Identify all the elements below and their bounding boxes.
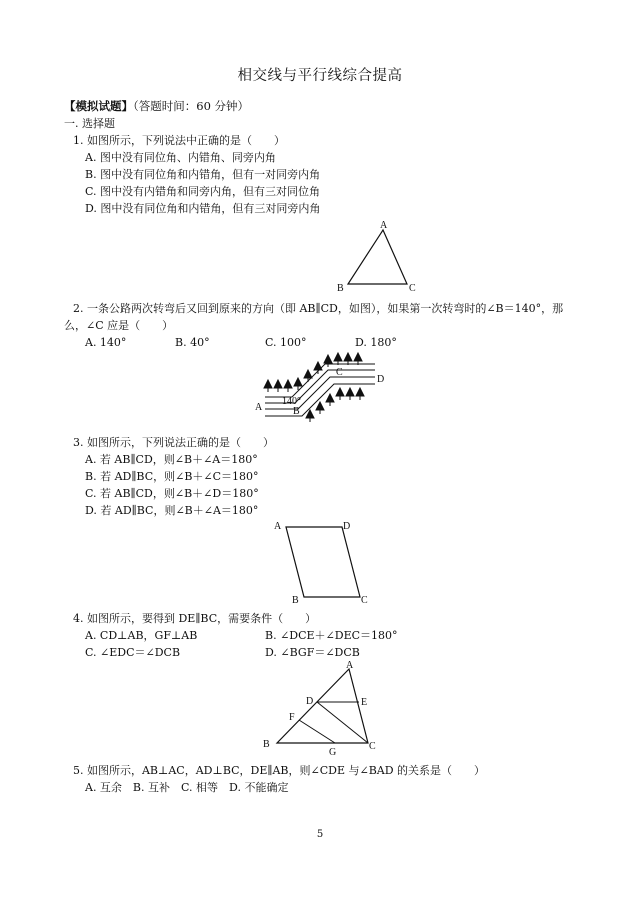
q4-label-b: B	[263, 739, 270, 750]
q1-stem: 1. 如图所示，下列说法中正确的是（ ）	[73, 134, 285, 147]
q1-option-b: B. 图中没有同位角和内错角，但有一对同旁内角	[85, 168, 321, 181]
q4-label-f: F	[289, 712, 295, 723]
part-one-heading: 一. 选择题	[64, 117, 115, 130]
q4-triangle-figure	[255, 658, 385, 760]
q3-label-c: C	[361, 595, 368, 606]
q3-option-c: C. 若 AB∥CD，则∠B＋∠D＝180°	[85, 487, 259, 500]
q4-label-g: G	[329, 747, 337, 758]
q3-label-d: D	[343, 521, 351, 532]
q1-label-c: C	[409, 283, 416, 294]
section-bracket-title: 【模拟试题】	[64, 99, 133, 113]
q2-road-figure	[250, 350, 390, 430]
q4-label-d: D	[306, 696, 314, 707]
q2-label-angle: 140°	[282, 396, 301, 407]
q4-option-d: D. ∠BGF＝∠DCB	[265, 646, 360, 659]
section-time-note: （答题时间：60 分钟）	[133, 99, 250, 113]
q5-options: A. 互余 B. 互补 C. 相等 D. 不能确定	[85, 781, 289, 794]
q1-option-c: C. 图中没有内错角和同旁内角，但有三对同位角	[85, 185, 321, 198]
q1-label-a: A	[380, 220, 388, 231]
page-title: 相交线与平行线综合提高	[237, 68, 403, 84]
q2-option-d: D. 180°	[355, 336, 397, 349]
q1-option-a: A. 图中没有同位角、内错角、同旁内角	[85, 151, 276, 164]
page-number: 5	[316, 829, 324, 840]
q4-label-a: A	[346, 660, 354, 671]
q4-option-c: C. ∠EDC＝∠DCB	[85, 646, 181, 659]
tree-icons	[264, 353, 364, 422]
q2-stem-line2: 么，∠C 应是（ ）	[64, 319, 174, 332]
q1-triangle-figure	[330, 215, 430, 295]
q4-option-a: A. CD⊥AB，GF⊥AB	[85, 629, 198, 642]
q2-option-c: C. 100°	[265, 336, 307, 349]
q5-stem: 5. 如图所示，AB⊥AC，AD⊥BC，DE∥AB，则∠CDE 与∠BAD 的关系是（ ）	[73, 764, 486, 777]
q2-label-c: C	[336, 367, 343, 378]
q2-stem-line1: 2. 一条公路两次转弯后又回到原来的方向（即 AB∥CD，如图），如果第一次转弯时的∠B＝140°，那	[73, 302, 564, 315]
q4-stem: 4. 如图所示，要得到 DE∥BC，需要条件（ ）	[73, 612, 317, 625]
q3-stem: 3. 如图所示，下列说法正确的是（ ）	[73, 436, 274, 449]
q3-label-b: B	[292, 595, 299, 606]
q2-option-b: B. 40°	[175, 336, 210, 349]
q3-option-a: A. 若 AB∥CD，则∠B＋∠A＝180°	[85, 453, 258, 466]
q4-label-e: E	[361, 697, 368, 708]
q4-label-c: C	[369, 741, 376, 752]
q3-parallelogram-figure	[265, 515, 385, 607]
q3-option-d: D. 若 AD∥BC，则∠B＋∠A＝180°	[85, 504, 259, 517]
q4-option-b: B. ∠DCE＋∠DEC＝180°	[265, 629, 398, 642]
q2-option-a: A. 140°	[85, 336, 127, 349]
q2-label-b: B	[293, 406, 300, 417]
q2-label-a: A	[255, 402, 263, 413]
q2-label-d: D	[377, 374, 385, 385]
q3-option-b: B. 若 AD∥BC，则∠B＋∠C＝180°	[85, 470, 259, 483]
section-heading	[64, 99, 249, 113]
q1-label-b: B	[337, 283, 344, 294]
q3-label-a: A	[274, 521, 282, 532]
q1-option-d: D. 图中没有同位角和内错角，但有三对同旁内角	[85, 202, 321, 215]
